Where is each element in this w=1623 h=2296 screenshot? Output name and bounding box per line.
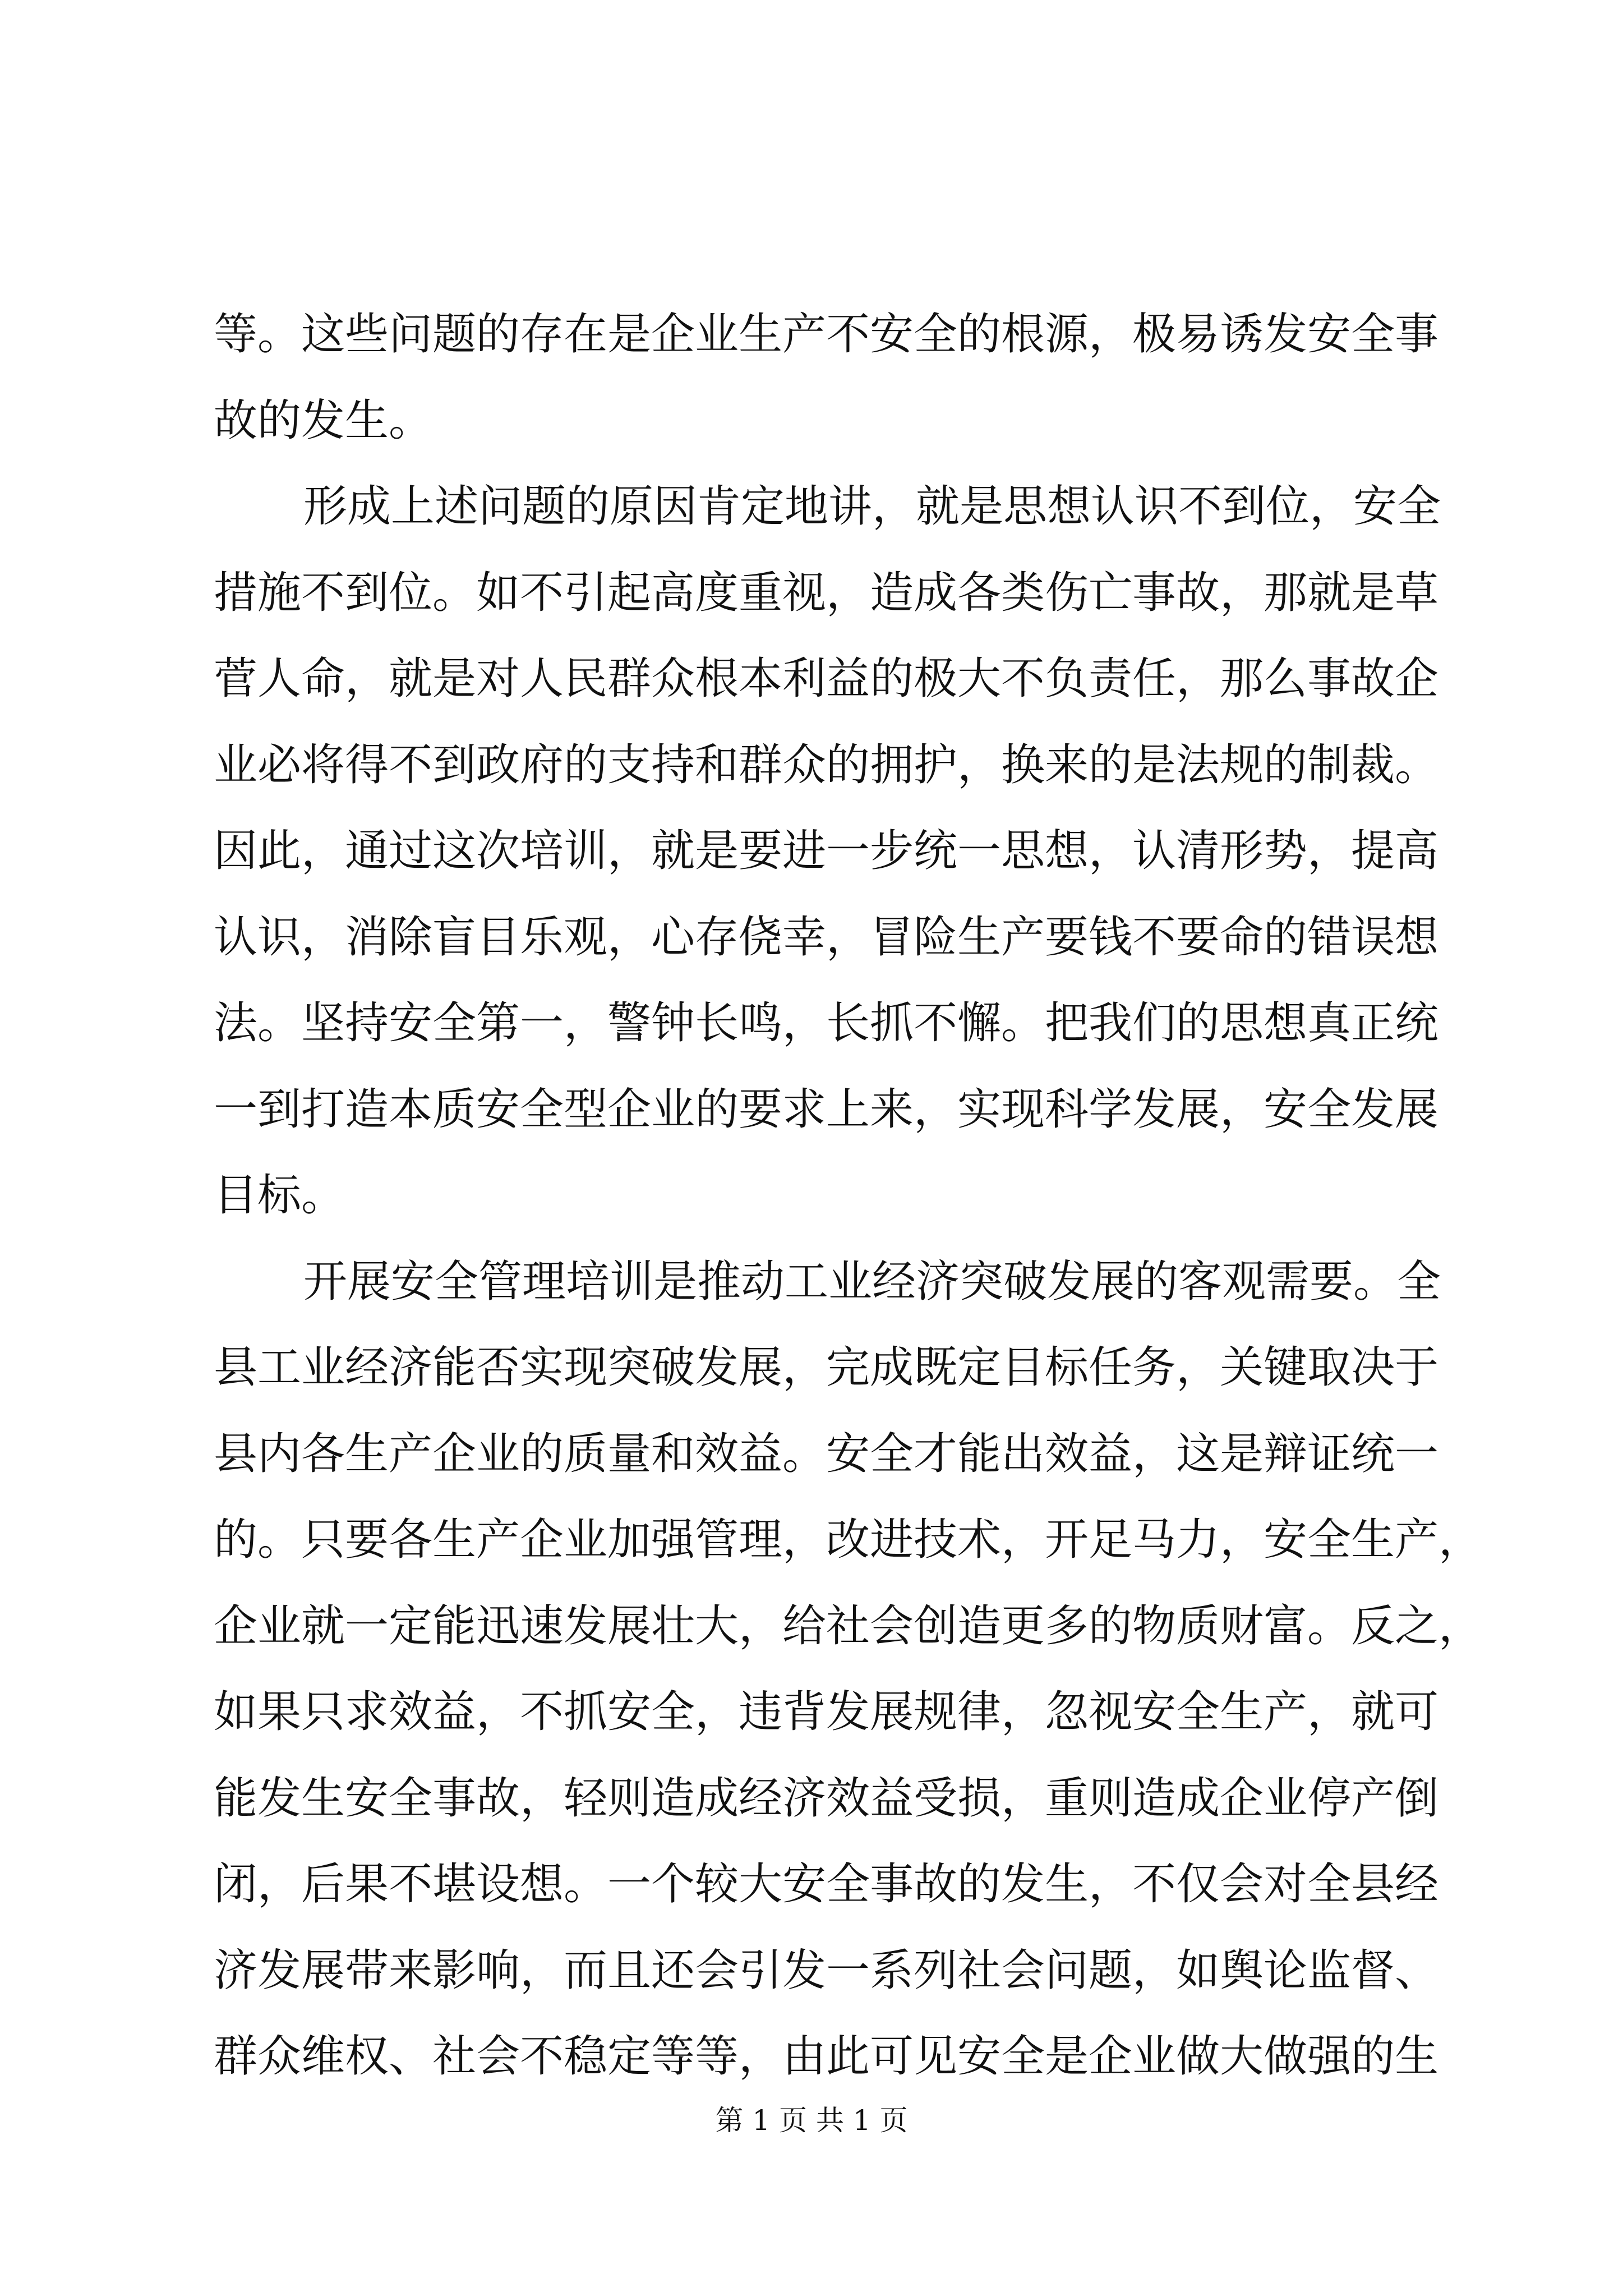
text-line: 措施不到位。如不引起高度重视，造成各类伤亡事故，那就是草: [214, 567, 1439, 618]
text-line: 闭，后果不堪设想。一个较大安全事故的发生，不仅会对全县经: [214, 1859, 1439, 1910]
text-line: 因此，通过这次培训，就是要进一步统一思想，认清形势，提高: [214, 826, 1439, 876]
text-line: 县工业经济能否实现突破发展，完成既定目标任务，关键取决于: [214, 1342, 1439, 1393]
text-line: 的。只要各生产企业加强管理，改进技术，开足马力，安全生产，: [214, 1515, 1483, 1565]
text-line: 一到打造本质安全型企业的要求上来，实现科学发展，安全发展: [214, 1084, 1439, 1135]
paragraph-first-line: 形成上述问题的原因肯定地讲，就是思想认识不到位，安全: [303, 481, 1441, 532]
text-line: 济发展带来影响，而且还会引发一系列社会问题，如舆论监督、: [214, 1945, 1439, 1996]
text-line: 故的发生。: [214, 395, 433, 446]
page-footer: 第 1 页 共 1 页: [715, 2104, 908, 2137]
text-line: 县内各生产企业的质量和效益。安全才能出效益，这是辩证统一: [214, 1428, 1439, 1479]
text-line: 如果只求效益，不抓安全，违背发展规律，忽视安全生产，就可: [214, 1687, 1439, 1737]
paragraph-first-line: 开展安全管理培训是推动工业经济突破发展的客观需要。全: [303, 1256, 1441, 1307]
text-line: 企业就一定能迅速发展壮大，给社会创造更多的物质财富。反之，: [214, 1600, 1483, 1651]
text-line: 目标。: [214, 1170, 345, 1221]
text-line: 业必将得不到政府的支持和群众的拥护，换来的是法规的制裁。: [214, 739, 1439, 790]
text-line: 认识，消除盲目乐观，心存侥幸，冒险生产要钱不要命的错误想: [214, 912, 1439, 963]
body-text: [214, 292, 1483, 2100]
text-line: 菅人命，就是对人民群众根本利益的极大不负责任，那么事故企: [214, 654, 1439, 704]
text-line: 法。坚持安全第一，警钟长鸣，长抓不懈。把我们的思想真正统: [214, 998, 1439, 1048]
text-line: 等。这些问题的存在是企业生产不安全的根源，极易诱发安全事: [214, 309, 1439, 360]
text-line: 群众维权、社会不稳定等等，由此可见安全是企业做大做强的生: [214, 2031, 1439, 2082]
text-line: 能发生安全事故，轻则造成经济效益受损，重则造成企业停产倒: [214, 1773, 1439, 1824]
